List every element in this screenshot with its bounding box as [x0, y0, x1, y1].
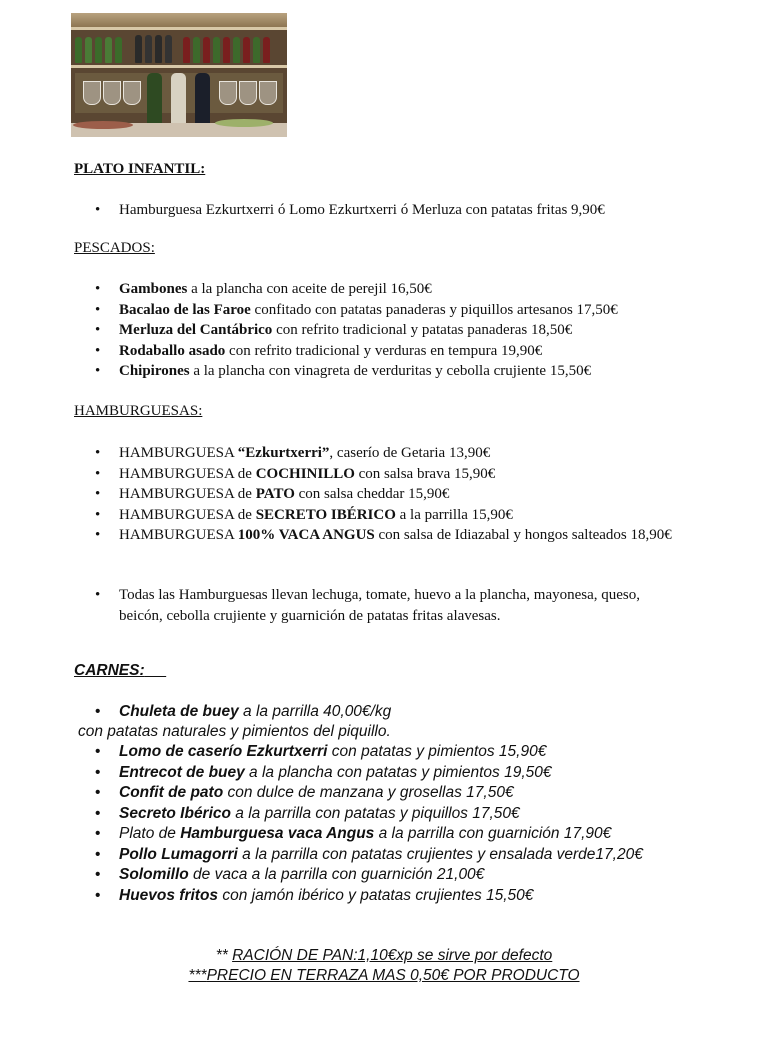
list-item: • Gambones a la plancha con aceite de perejil 16,50€	[74, 279, 709, 300]
bullet-icon: •	[95, 301, 101, 318]
bullet-icon: •	[95, 866, 101, 883]
carnes-first-continuation: con patatas naturales y pimientos del piquillo.	[78, 723, 391, 740]
bullet-icon: •	[95, 202, 101, 218]
bullet-icon: •	[95, 587, 101, 603]
bullet-icon: •	[95, 486, 101, 502]
list-item: • HAMBURGUESA 100% VACA ANGUS con salsa de Idiazabal y hongos salteados 18,90€	[74, 525, 694, 546]
bullet-icon: •	[95, 506, 101, 523]
list-item: • Lomo de caserío Ezkurtxerri con patatas y pimientos 15,90€	[74, 742, 643, 763]
plato-infantil-list	[74, 200, 709, 221]
list-item: • Pollo Lumagorri a la parrilla con patatas crujientes y ensalada verde17,20€	[74, 845, 643, 866]
section-heading-hamburguesas: HAMBURGUESAS:	[74, 403, 203, 419]
list-item: • Entrecot de buey a la plancha con patatas y pimientos 19,50€	[74, 763, 643, 784]
list-item: • Solomillo de vaca a la parrilla con guarnición 21,00€	[74, 865, 643, 886]
list-item: • Hamburguesa Ezkurtxerri ó Lomo Ezkurtxerri ó Merluza con patatas fritas 9,90€	[74, 200, 709, 221]
list-item: • HAMBURGUESA de PATO con salsa cheddar 15,90€	[74, 484, 709, 505]
list-item: • Confit de pato con dulce de manzana y grosellas 17,50€	[74, 783, 643, 804]
list-item: • Secreto Ibérico a la parrilla con patatas y piquillos 17,50€	[74, 804, 643, 825]
list-item: • Merluza del Cantábrico con refrito tradicional y patatas panaderas 18,50€	[74, 320, 709, 341]
bullet-icon: •	[95, 703, 101, 720]
bullet-icon: •	[95, 363, 101, 379]
section-heading-pescados: PESCADOS:	[74, 240, 155, 256]
bullet-icon: •	[95, 322, 101, 338]
list-item: • Rodaballo asado con refrito tradicional y verduras en tempura 19,90€	[74, 341, 709, 362]
list-item: • Chuleta de buey a la parrilla 40,00€/kg	[74, 702, 391, 723]
bullet-icon: •	[95, 342, 101, 359]
list-item: • Plato de Hamburguesa vaca Angus a la parrilla con guarnición 17,90€	[74, 824, 643, 845]
pescados-list	[74, 279, 709, 382]
list-item: • HAMBURGUESA de SECRETO IBÉRICO a la parrilla 15,90€	[74, 505, 709, 526]
bullet-icon: •	[95, 784, 101, 801]
bullet-icon: •	[95, 527, 101, 543]
list-item: • Huevos fritos con jamón ibérico y patatas crujientes 15,50€	[74, 886, 643, 907]
section-heading-carnes: CARNES:	[74, 662, 145, 679]
carnes-first-item	[74, 702, 391, 723]
menu-photo	[71, 13, 287, 137]
bullet-icon: •	[95, 886, 101, 904]
section-heading-plato-infantil: PLATO INFANTIL:	[74, 161, 206, 177]
terrace-note: ***PRECIO EN TERRAZA MAS 0,50€ POR PRODUCTO	[188, 967, 580, 984]
bullet-icon: •	[95, 445, 101, 461]
bread-note: ** RACIÓN DE PAN:1,10€xp se sirve por defecto	[215, 947, 553, 964]
list-item: • Chipirones a la plancha con vinagreta de verduritas y cebolla crujiente 15,50€	[74, 361, 709, 382]
list-item: • Todas las Hamburguesas llevan lechuga, tomate, huevo a la plancha, mayonesa, queso, beicón, cebolla crujiente y guarnición de patatas fritas alavesas.	[95, 587, 641, 624]
bullet-icon: •	[95, 281, 101, 297]
carnes-list	[74, 742, 643, 906]
bullet-icon: •	[95, 763, 101, 781]
hamburguesas-note	[74, 585, 669, 626]
bullet-icon: •	[95, 804, 101, 822]
bullet-icon: •	[95, 845, 101, 863]
bullet-icon: •	[95, 465, 101, 482]
list-item: • HAMBURGUESA de COCHINILLO con salsa brava 15,90€	[74, 464, 709, 485]
hamburguesas-list	[74, 443, 709, 546]
list-item: • Bacalao de las Faroe confitado con patatas panaderas y piquillos artesanos 17,50€	[74, 300, 709, 321]
list-item: • HAMBURGUESA “Ezkurtxerri”, caserío de Getaria 13,90€	[74, 443, 709, 464]
bullet-icon: •	[95, 743, 101, 760]
bullet-icon: •	[95, 825, 101, 842]
